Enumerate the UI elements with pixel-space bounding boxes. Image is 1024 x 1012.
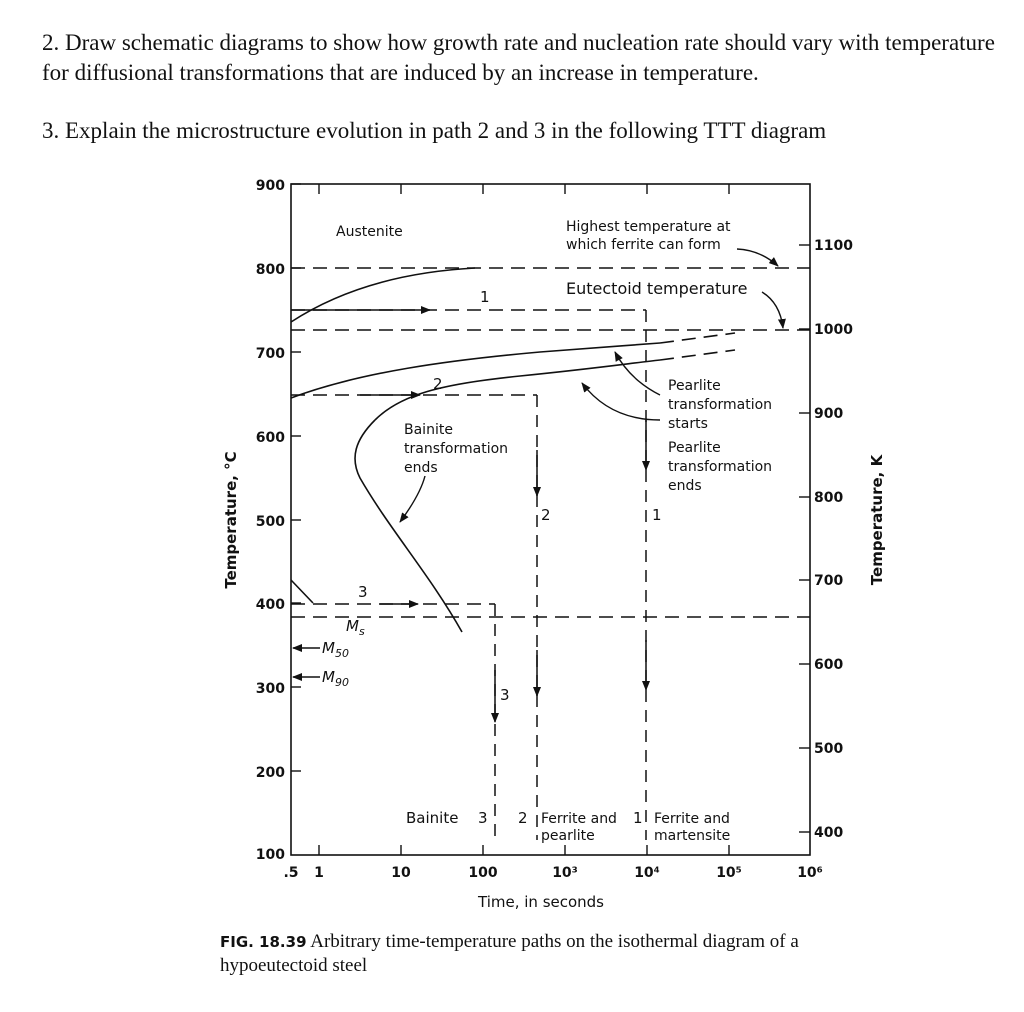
left-ticks [291, 184, 301, 771]
pearlite-start-2: transformation [668, 397, 773, 413]
pearlite-end-2: transformation [668, 459, 773, 475]
left-tick: 500 [255, 514, 285, 530]
ferrite-label-1: Highest temperature at [566, 219, 731, 235]
left-tick: 300 [255, 681, 285, 697]
figure-caption [220, 930, 840, 978]
path-3-number: 3 [358, 583, 368, 601]
path-3-vertical-number: 3 [500, 686, 510, 704]
question-2: 2. Draw schematic diagrams to show how growth rate and nucleation rate should vary with temperature for diffusional transformations that are induced by an increase in temperature. [42, 30, 995, 85]
m50-label: $M_{50}$ [322, 639, 349, 660]
left-tick: 800 [255, 262, 285, 278]
right-tick: 1100 [814, 238, 853, 254]
result-1-number: 1 [633, 809, 643, 827]
pearlite-start-arrow [615, 352, 660, 395]
result-3-number: 3 [478, 809, 488, 827]
left-axis-label: Temperature, °C [222, 451, 240, 589]
left-tick: 200 [255, 765, 285, 781]
right-axis-label: Temperature, K [868, 454, 886, 586]
caption-text: Arbitrary time-temperature paths on the isothermal diagram of a hypoeutectoid steel [220, 931, 799, 976]
path-1-vertical-number: 1 [652, 506, 662, 524]
left-tick: 100 [255, 847, 285, 863]
result-bainite: Bainite [406, 809, 459, 827]
path-2-number: 2 [433, 375, 443, 393]
bainite-end-1: Bainite [404, 422, 453, 438]
bainite-end-2: transformation [404, 441, 509, 457]
pearlite-start-1: Pearlite [668, 378, 721, 394]
ferrite-start-curve [291, 268, 475, 322]
eutectoid-annotation-arrow [762, 292, 783, 328]
m90-label: $M_{90}$ [322, 668, 349, 689]
pearlite-start-3: starts [668, 416, 708, 432]
left-tick: 600 [255, 430, 285, 446]
path-1 [291, 310, 646, 840]
result-1-line-1: Ferrite and [654, 811, 730, 827]
left-tick: 900 [255, 178, 285, 194]
result-2-line-2: pearlite [541, 828, 595, 844]
eutectoid-label: Eutectoid temperature [566, 279, 748, 298]
pearlite-end-1: Pearlite [668, 440, 721, 456]
time-tick: .5 [283, 865, 299, 881]
time-tick: 10³ [552, 865, 578, 881]
pearlite-start-dashed [660, 333, 735, 343]
right-tick: 1000 [814, 322, 853, 338]
time-tick: 10⁴ [634, 865, 660, 881]
austenite-label: Austenite [336, 224, 403, 240]
right-ticks [799, 245, 810, 832]
path-2-vertical-number: 2 [541, 506, 551, 524]
question-3: 3. Explain the microstructure evolution in path 2 and 3 in the following TTT diagram [42, 118, 827, 143]
left-tick: 700 [255, 346, 285, 362]
pearlite-end-3: ends [668, 478, 702, 494]
ms-label: $M_s$ [346, 617, 365, 638]
ferrite-label-2: which ferrite can form [566, 237, 721, 253]
bainite-end-arrow [400, 476, 425, 522]
right-tick: 700 [814, 573, 844, 589]
result-2-number: 2 [518, 809, 528, 827]
time-tick: 10 [391, 865, 411, 881]
pearlite-end-dashed [660, 350, 735, 360]
bainite-start-tip [291, 580, 313, 603]
ferrite-annotation-arrow [737, 249, 778, 266]
bainite-end-3: ends [404, 460, 438, 476]
right-tick: 400 [814, 825, 844, 841]
right-tick: 900 [814, 406, 844, 422]
time-tick: 1 [314, 865, 324, 881]
pearlite-start-curve [291, 343, 660, 398]
figure-label: FIG. 18.39 [220, 933, 307, 951]
time-tick: 10⁶ [797, 865, 823, 881]
x-axis-label: Time, in seconds [478, 893, 604, 911]
result-1-line-2: martensite [654, 828, 731, 844]
right-tick: 600 [814, 657, 844, 673]
right-tick: 800 [814, 490, 844, 506]
result-2-line-1: Ferrite and [541, 811, 617, 827]
time-tick: 100 [468, 865, 498, 881]
right-tick: 500 [814, 741, 844, 757]
time-tick: 10⁵ [716, 865, 742, 881]
left-tick: 400 [255, 597, 285, 613]
path-1-number: 1 [480, 288, 490, 306]
